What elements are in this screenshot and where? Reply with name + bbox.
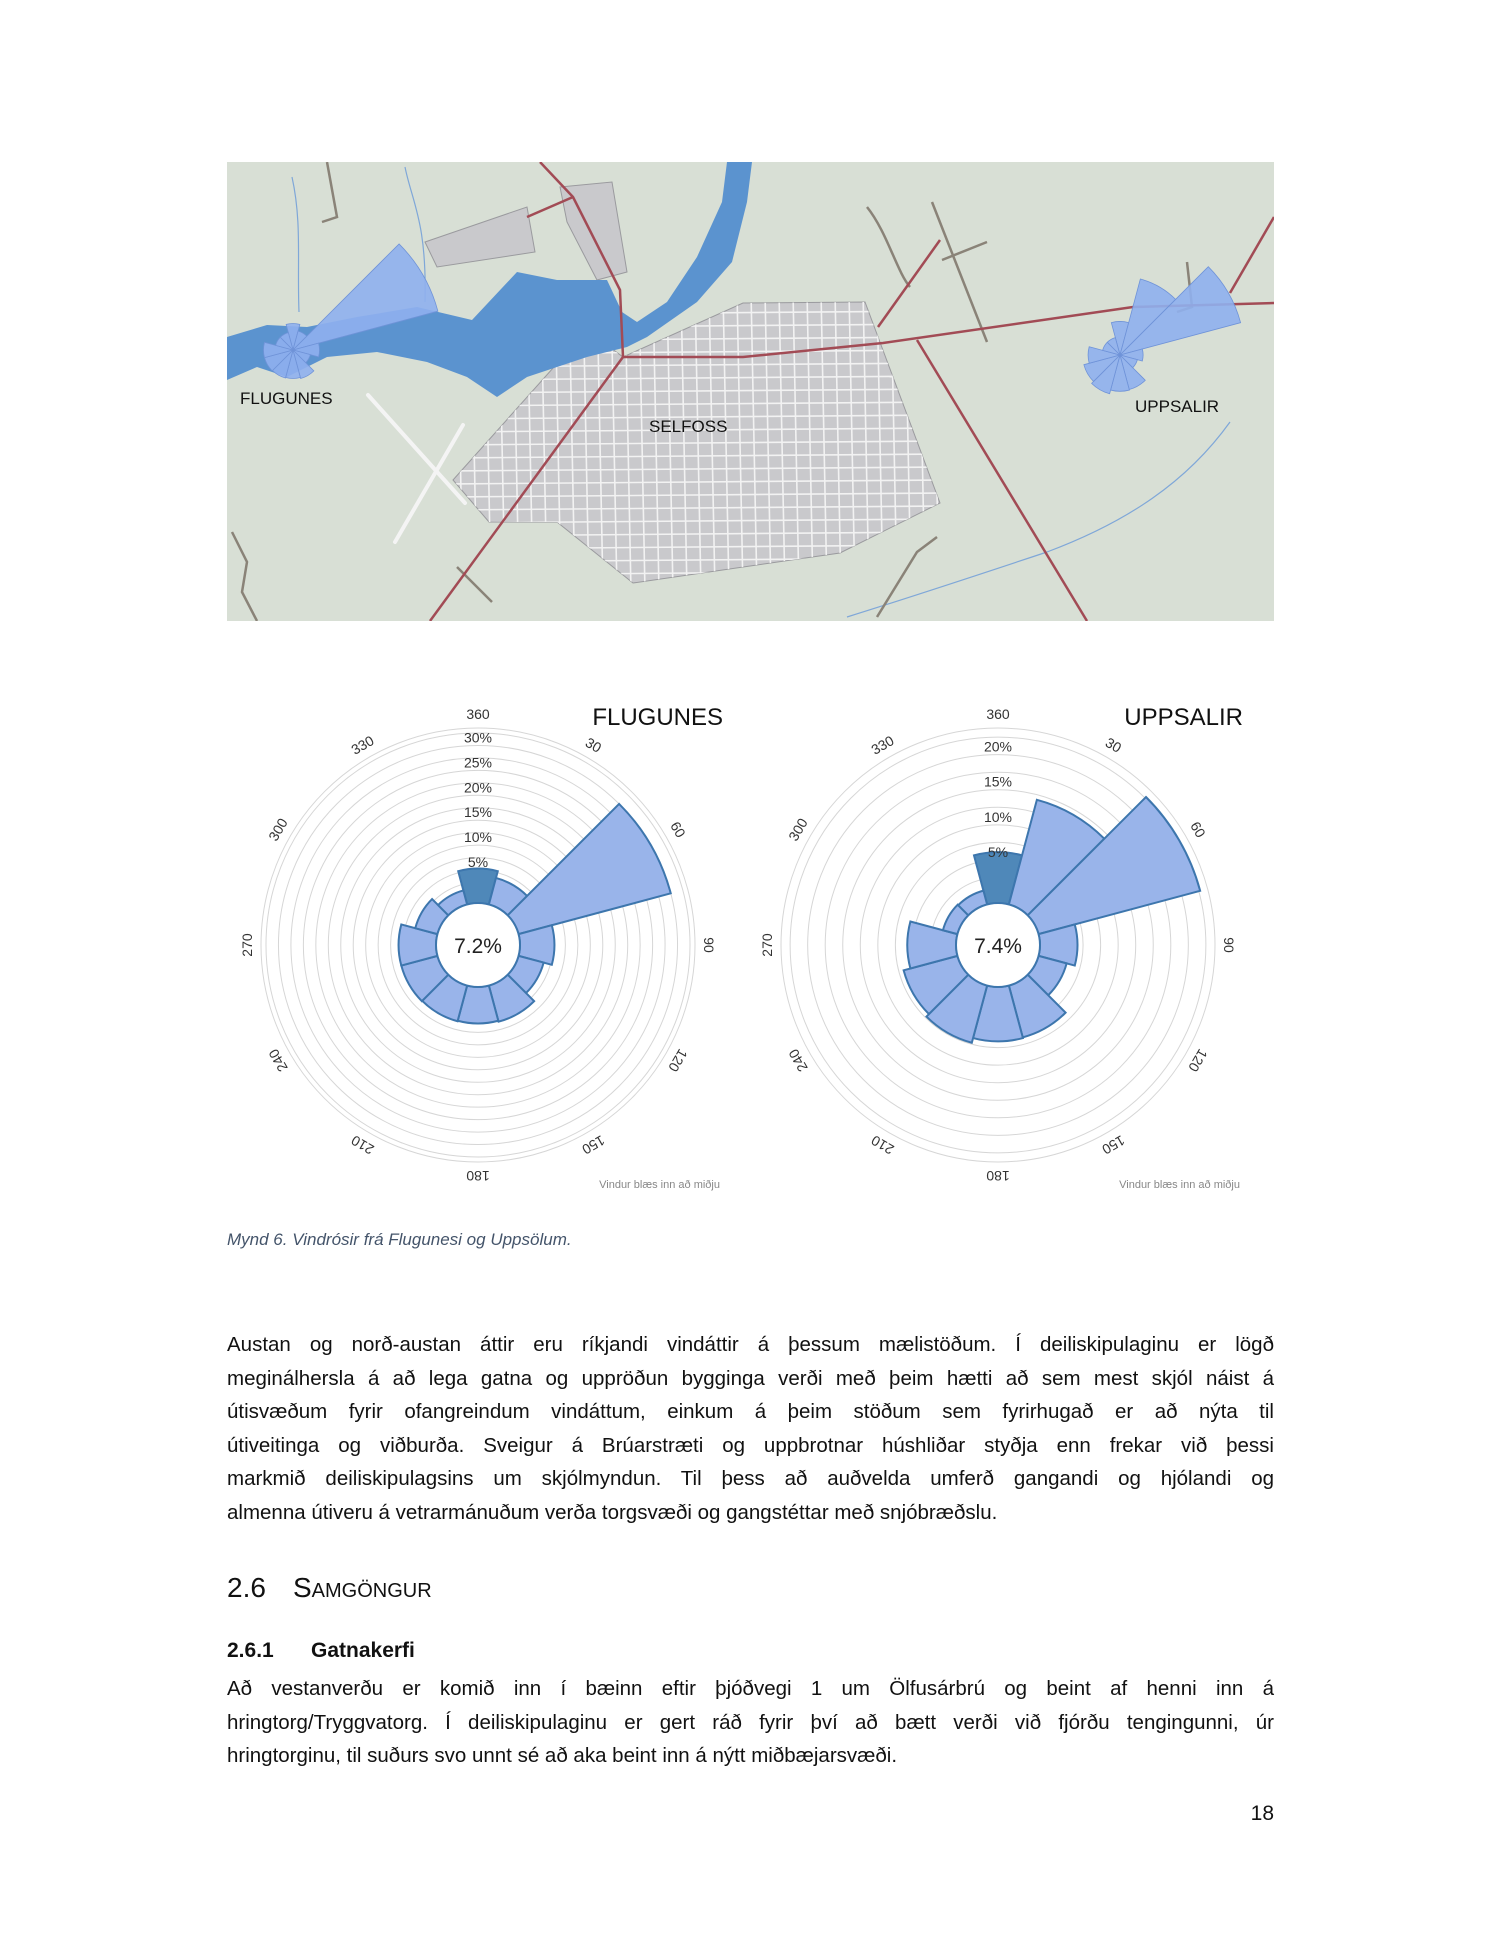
wind-rose-chart-flugunes	[218, 690, 738, 1210]
direction-label: 210	[868, 1132, 897, 1158]
wind-rose-chart-uppsalir	[738, 690, 1258, 1210]
paragraph-wind	[227, 1328, 1274, 1529]
radial-tick-label: 10%	[983, 808, 1013, 825]
subsection-title: Gatnakerfi	[311, 1639, 415, 1662]
text-line: útisvæðum fyrir ofangreindum vindáttum, einkum á þeim stöðum sem fyrirhugað er að nýta til	[227, 1400, 1274, 1423]
subsection-number: 2.6.1	[227, 1639, 274, 1662]
direction-label: 360	[986, 706, 1010, 722]
radial-tick-label: 15%	[983, 773, 1013, 790]
radial-tick-label: 20%	[983, 738, 1013, 755]
direction-label: 90	[701, 937, 717, 953]
chart-note: Vindur blæs inn að miðju	[599, 1179, 720, 1191]
radial-tick-label: 5%	[467, 854, 489, 871]
text-line: útiveitinga og viðburða. Sveigur á Brúarstræti og uppbrotnar húshliðar styðja enn frekar við þessi	[227, 1433, 1274, 1457]
radial-tick-label: 10%	[463, 829, 493, 846]
section-number: 2.6	[227, 1572, 266, 1603]
direction-label: 270	[759, 933, 775, 957]
location-map	[227, 162, 1274, 621]
text-line: Að vestanverðu er komið inn í bæinn eftir þjóðvegi 1 um Ölfusárbrú og beint af henni inn á	[227, 1677, 1274, 1700]
direction-label: 360	[466, 706, 490, 722]
chart-note: Vindur blæs inn að miðju	[1119, 1179, 1240, 1191]
radial-tick-label: 5%	[987, 843, 1009, 860]
direction-label: 300	[265, 815, 291, 844]
subsection-heading	[227, 1639, 415, 1663]
calm-percentage: 7.4%	[974, 935, 1022, 958]
direction-label: 90	[1221, 937, 1237, 953]
direction-label: 210	[348, 1132, 377, 1158]
map-label-selfoss: SELFOSS	[649, 417, 728, 436]
direction-label: 120	[1185, 1046, 1211, 1075]
paragraph-streets	[227, 1672, 1274, 1773]
direction-label: 240	[265, 1046, 291, 1075]
text-line: hringtorginu, til suðurs svo unnt sé að aka beint inn á nýtt miðbæjarsvæði.	[227, 1744, 898, 1767]
direction-label: 150	[1099, 1132, 1128, 1158]
direction-label: 60	[1187, 818, 1209, 841]
text-line: Austan og norð-austan áttir eru ríkjandi vindáttir á þessum mælistöðum. Í deiliskipulaginu er lögð	[227, 1333, 1274, 1356]
section-heading	[227, 1572, 432, 1604]
page-number: 18	[1250, 1802, 1274, 1825]
text-line: meginálhersla á að lega gatna og uppröðun bygginga verði með þeim hætti að sem mest skjól náist á	[227, 1366, 1274, 1390]
chart-title: UPPSALIR	[1124, 704, 1243, 731]
direction-label: 270	[239, 933, 255, 957]
direction-label: 180	[986, 1168, 1010, 1184]
map-label-flugunes: FLUGUNES	[240, 389, 333, 408]
figure-caption: Mynd 6. Vindrósir frá Flugunesi og Uppsölum.	[227, 1230, 572, 1249]
radial-tick-label: 25%	[463, 754, 493, 771]
direction-label: 240	[785, 1046, 811, 1075]
direction-label: 150	[579, 1132, 608, 1158]
direction-label: 120	[665, 1046, 691, 1075]
chart-title: FLUGUNES	[592, 704, 723, 731]
text-line: hringtorg/Tryggvatorg. Í deiliskipulaginu er gert ráð fyrir því að bætt verði við fjórðu tengingunni, úr	[227, 1710, 1274, 1734]
direction-label: 30	[582, 734, 605, 756]
section-title: Samgöngur	[293, 1572, 432, 1603]
radial-tick-label: 20%	[463, 779, 493, 796]
radial-tick-label: 15%	[463, 804, 493, 821]
text-line: almenna útiveru á vetrarmánuðum verða torgsvæði og gangstéttar með snjóbræðslu.	[227, 1500, 998, 1524]
map-label-uppsalir: UPPSALIR	[1135, 397, 1220, 416]
sector-60	[508, 804, 671, 934]
calm-percentage: 7.2%	[454, 935, 502, 958]
text-line: markmið deiliskipulagsins um skjólmyndun. Til þess að auðvelda umferð gangandi og hjólandi og	[227, 1467, 1274, 1490]
direction-label: 30	[1102, 734, 1125, 756]
direction-label: 60	[667, 818, 689, 841]
direction-label: 300	[785, 815, 811, 844]
radial-tick-label: 30%	[463, 729, 493, 746]
direction-label: 330	[868, 732, 897, 758]
direction-label: 330	[348, 732, 377, 758]
direction-label: 180	[466, 1168, 490, 1184]
